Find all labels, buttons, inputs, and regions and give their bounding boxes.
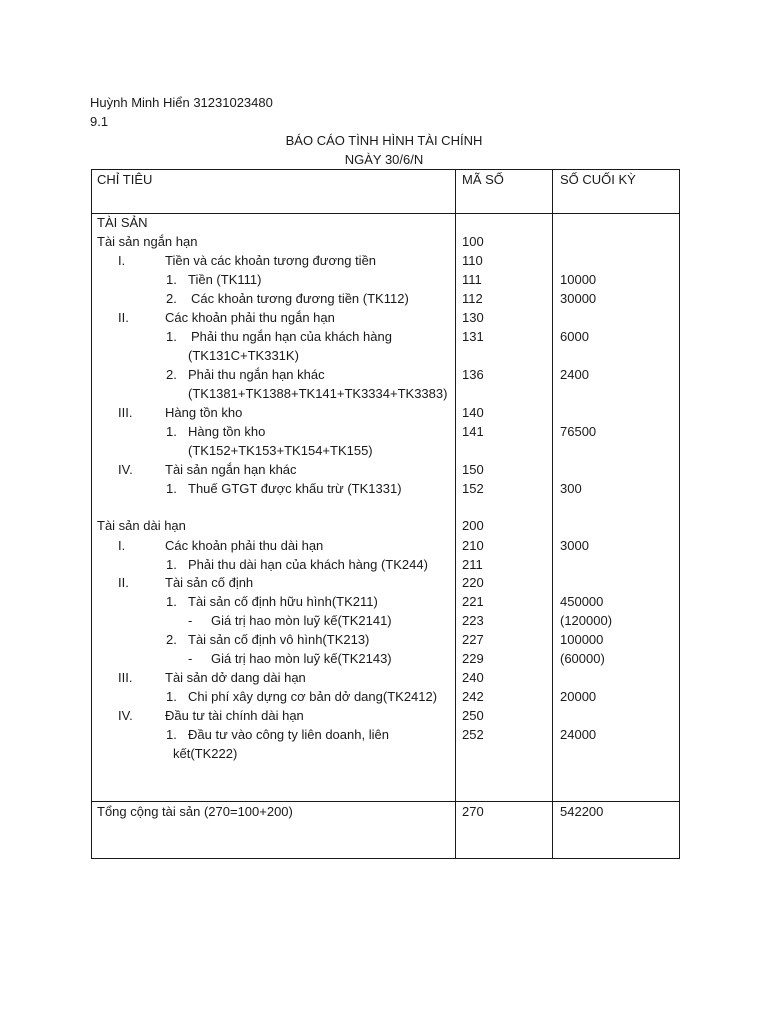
author-line: Huỳnh Minh Hiển 31231023480	[90, 95, 273, 110]
right-border	[679, 169, 680, 859]
row-code: 150	[462, 462, 484, 477]
row-indicator: (TK131C+TK331K)	[188, 348, 299, 363]
column-header-indicator: CHỈ TIÊU	[97, 172, 153, 187]
row-indicator: Các khoản tương đương tiền (TK112)	[191, 291, 409, 306]
row-code: 229	[462, 651, 484, 666]
row-value: (60000)	[560, 651, 605, 666]
column-header-code: MÃ SỐ	[462, 172, 504, 187]
row-indicator: Đầu tư tài chính dài hạn	[165, 708, 304, 723]
row-marker: IV.	[118, 708, 133, 723]
column-divider-code	[455, 169, 456, 859]
row-value: 100000	[560, 632, 604, 647]
row-code: 131	[462, 329, 484, 344]
row-code: 242	[462, 689, 484, 704]
row-code: 130	[462, 310, 484, 325]
row-marker: -	[188, 613, 193, 628]
row-code: 136	[462, 367, 484, 382]
row-marker: I.	[118, 253, 126, 268]
total-top-border	[91, 801, 680, 802]
column-divider-value	[552, 169, 553, 859]
row-code: 200	[462, 518, 484, 533]
row-marker: 1.	[166, 557, 177, 572]
row-indicator: Các khoản phải thu dài hạn	[165, 538, 324, 553]
row-indicator: Các khoản phải thu ngắn hạn	[165, 310, 335, 325]
row-indicator: Giá trị hao mòn luỹ kế(TK2141)	[211, 613, 392, 628]
row-code: 223	[462, 613, 484, 628]
column-header-value: SỐ CUỐI KỲ	[560, 172, 636, 187]
row-code: 240	[462, 670, 484, 685]
row-value: (120000)	[560, 613, 613, 628]
row-code: 220	[462, 575, 484, 590]
row-code: 211	[462, 557, 483, 572]
row-marker: I.	[118, 538, 126, 553]
row-value: 24000	[560, 727, 597, 742]
left-border	[91, 169, 92, 859]
header-bottom-border	[91, 213, 680, 214]
row-code: 100	[462, 234, 484, 249]
row-value: 30000	[560, 291, 597, 306]
total-indicator: Tổng cộng tài sản (270=100+200)	[97, 804, 293, 819]
row-indicator: Tài sản dài hạn	[97, 518, 186, 533]
row-code: 112	[462, 291, 483, 306]
row-marker: 1.	[166, 329, 177, 344]
row-indicator: Tài sản cố định hữu hình(TK211)	[188, 594, 378, 609]
row-marker: 1.	[166, 594, 177, 609]
total-code: 270	[462, 804, 484, 819]
row-indicator: Phải thu ngắn hạn khác	[188, 367, 325, 382]
row-value: 76500	[560, 424, 597, 439]
row-value: 3000	[560, 538, 589, 553]
row-marker: 2.	[166, 632, 177, 647]
row-marker: IV.	[118, 462, 133, 477]
row-indicator: Tài sản cố định	[165, 575, 254, 590]
row-value: 6000	[560, 329, 589, 344]
row-marker: III.	[118, 670, 133, 685]
row-indicator: Tài sản dở dang dài hạn	[165, 670, 306, 685]
row-marker: 1.	[166, 727, 177, 742]
row-code: 111	[462, 272, 482, 287]
table-top-border	[91, 169, 680, 170]
row-code: 141	[462, 424, 484, 439]
row-indicator: Đầu tư vào công ty liên doanh, liên	[188, 727, 389, 742]
row-marker: -	[188, 651, 193, 666]
row-marker: 1.	[166, 689, 177, 704]
row-indicator: Tiền và các khoản tương đương tiền	[165, 253, 377, 268]
row-code: 152	[462, 481, 484, 496]
row-marker: 1.	[166, 481, 177, 496]
row-marker: 2.	[166, 367, 177, 382]
row-indicator: Tài sản cố định vô hình(TK213)	[188, 632, 370, 647]
row-indicator: (TK1381+TK1388+TK141+TK3334+TK3383)	[188, 386, 448, 401]
row-value: 20000	[560, 689, 597, 704]
row-code: 210	[462, 538, 484, 553]
row-indicator: Phải thu dài hạn của khách hàng (TK244)	[188, 557, 428, 572]
row-marker: 1.	[166, 272, 177, 287]
exercise-number: 9.1	[90, 114, 109, 129]
row-marker: III.	[118, 405, 133, 420]
row-value: 10000	[560, 272, 597, 287]
row-code: 227	[462, 632, 484, 647]
row-code: 221	[462, 594, 484, 609]
row-indicator: Hàng tồn kho	[165, 405, 243, 420]
row-indicator: Tài sản ngắn hạn	[97, 234, 198, 249]
row-value: 300	[560, 481, 582, 496]
row-indicator: Tài sản ngắn hạn khác	[165, 462, 297, 477]
report-date: NGÀY 30/6/N	[344, 152, 424, 167]
row-code: 110	[462, 253, 483, 268]
row-indicator: kết(TK222)	[173, 746, 238, 761]
row-code: 252	[462, 727, 484, 742]
row-code: 140	[462, 405, 484, 420]
row-marker: II.	[118, 575, 129, 590]
row-marker: II.	[118, 310, 129, 325]
report-title: BÁO CÁO TÌNH HÌNH TÀI CHÍNH	[285, 133, 483, 148]
row-value: 450000	[560, 594, 604, 609]
table-bottom-border	[91, 858, 680, 859]
row-indicator: Chi phí xây dựng cơ bản dở dang(TK2412)	[188, 689, 438, 704]
total-value: 542200	[560, 804, 604, 819]
row-indicator: Giá trị hao mòn luỹ kế(TK2143)	[211, 651, 392, 666]
row-marker: 2.	[166, 291, 177, 306]
row-value: 2400	[560, 367, 589, 382]
row-indicator: (TK152+TK153+TK154+TK155)	[188, 443, 373, 458]
row-indicator: Tiền (TK111)	[188, 272, 262, 287]
row-indicator: Phải thu ngắn hạn của khách hàng	[191, 329, 392, 344]
row-indicator: Thuế GTGT được khấu trừ (TK1331)	[188, 481, 402, 496]
row-code: 250	[462, 708, 484, 723]
row-marker: 1.	[166, 424, 177, 439]
row-indicator: TÀI SẢN	[97, 215, 148, 230]
row-indicator: Hàng tồn kho	[188, 424, 266, 439]
